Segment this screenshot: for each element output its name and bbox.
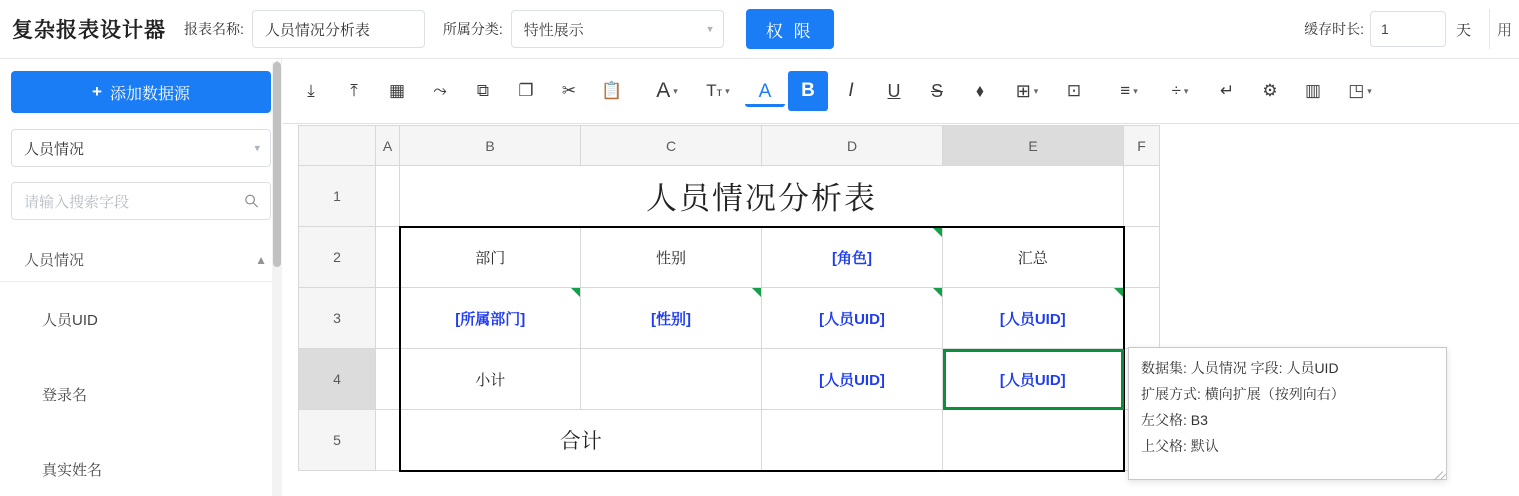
top-bar [0,0,1519,59]
row-header-1[interactable]: 1 [299,166,376,227]
tooltip-line-dataset: 数据集: 人员情况 字段: 人员UID [1141,360,1339,376]
row-header-2[interactable]: 2 [299,227,376,288]
cell-b3[interactable] [400,288,581,349]
line-height-icon[interactable]: ÷ ▾ [1171,81,1189,100]
align-icon[interactable]: ≡ ▾ [1120,81,1138,100]
cell-a2[interactable] [376,227,400,288]
table-row [299,227,1160,288]
cell-text: [所属部门] [455,310,526,328]
cell-text: [人员UID] [819,310,885,328]
resize-handle-icon[interactable] [1434,467,1444,477]
field-group-header[interactable] [0,238,281,282]
column-header-b[interactable]: B [400,126,581,166]
field-group-label: 人员情况 [24,252,85,269]
report-name-label: 报表名称: [184,21,244,37]
column-header-row [299,126,1160,166]
column-header-c[interactable]: C [581,126,762,166]
table-row [299,410,1160,471]
spreadsheet-grid [298,125,1160,472]
copy-format-icon[interactable]: ⧉ [476,81,490,100]
cell-text: 部门 [475,249,506,267]
cell-a4[interactable] [376,349,400,410]
cell-b1-title[interactable]: 人员情况分析表 [400,166,1124,227]
scrollbar-thumb[interactable] [273,62,281,267]
cell-text: 性别 [655,249,686,267]
cell-text: [性别] [651,310,691,328]
category-select-value: 特性展示 [523,21,584,39]
strikethrough-icon[interactable]: S [930,80,943,101]
row-header-5[interactable]: 5 [299,410,376,471]
cell-b5-total[interactable] [400,410,762,471]
sidebar-scrollbar[interactable] [272,62,282,496]
merge-cells-icon[interactable]: ⊡ [1066,81,1082,100]
report-name-input[interactable]: 人员情况分析表 [252,10,425,48]
cell-b4[interactable] [400,349,581,410]
dataset-select-value: 人员情况 [24,140,85,158]
expand-marker-icon [1114,288,1123,297]
import-icon[interactable]: ⤓ [307,81,315,100]
cell-d2[interactable] [762,227,943,288]
cell-e5[interactable] [943,410,1124,471]
expand-marker-icon [752,288,761,297]
category-label: 所属分类: [442,21,503,37]
chevron-up-icon: ▲ [255,252,267,267]
cell-d5[interactable] [762,410,943,471]
grid-layout-icon[interactable]: ▦ [388,81,406,100]
cell-f3[interactable] [1124,288,1160,349]
row-header-4[interactable]: 4 [299,349,376,410]
paste-special-icon[interactable]: ❐ [518,81,534,100]
italic-icon[interactable]: I [848,80,854,101]
cell-e4-selected[interactable] [943,349,1124,410]
datasource-sidebar [0,59,282,496]
wrap-text-icon[interactable]: ↵ [1219,81,1235,100]
permission-button[interactable]: 权 限 [746,9,834,49]
cell-info-tooltip [1128,347,1447,480]
select-all-corner[interactable] [299,126,376,166]
cell-c4[interactable] [581,349,762,410]
table-row [299,166,1160,227]
cell-a5[interactable] [376,410,400,471]
bold-icon[interactable]: B [788,71,828,111]
expand-marker-icon [933,288,942,297]
cell-text: [角色] [832,249,872,267]
cell-b2[interactable] [400,227,581,288]
cell-text: [人员UID] [819,371,885,389]
cell-c3[interactable] [581,288,762,349]
font-color-icon[interactable]: A [745,79,785,107]
font-family-icon[interactable]: A ▾ [656,79,678,102]
category-select[interactable] [511,10,724,48]
cell-text: [人员UID] [999,371,1066,389]
table-row [299,349,1160,410]
list-item[interactable] [0,357,281,432]
settings-gear-icon[interactable]: ⚙ [1262,81,1278,100]
cell-f2[interactable] [1124,227,1160,288]
cache-duration-label: 缓存时长: [1304,21,1364,37]
cell-d4[interactable] [762,349,943,410]
add-datasource-button[interactable] [11,71,271,113]
list-item[interactable] [0,432,281,496]
chevron-down-icon: ▾ [707,23,713,36]
chart-insert-icon[interactable]: ◳ ▾ [1348,81,1372,100]
fill-color-icon[interactable]: ⬧ [976,81,984,100]
cell-text: 小计 [475,371,506,389]
field-label: 登录名 [42,387,88,404]
field-label: 人员UID [42,312,98,329]
column-header-f[interactable]: F [1124,126,1160,166]
export-icon[interactable]: ⤒ [350,81,358,100]
underline-icon[interactable]: U [887,80,901,101]
cache-duration-input[interactable]: 1 [1370,11,1446,47]
topbar-edge-button[interactable]: 用 [1489,9,1519,49]
expand-marker-icon [933,228,942,237]
cut-icon[interactable]: ✂ [561,81,577,100]
borders-icon[interactable]: ⊞ ▾ [1015,80,1039,101]
cell-e3[interactable] [943,288,1124,349]
chevron-down-icon: ▾ [254,142,260,155]
search-icon [244,194,259,209]
expand-marker-icon [571,288,580,297]
tooltip-line-left-parent: 左父格: B3 [1141,412,1208,428]
cell-d3[interactable] [762,288,943,349]
cell-text: 合计 [559,429,602,453]
cell-text: 汇总 [1017,249,1048,267]
row-header-3[interactable]: 3 [299,288,376,349]
cell-e2[interactable] [943,227,1124,288]
share-icon[interactable]: ⤳ [433,81,447,100]
dataset-select[interactable] [11,129,271,167]
cell-a3[interactable] [376,288,400,349]
cell-text: [人员UID] [999,310,1066,328]
tooltip-line-expand: 扩展方式: 横向扩展（按列向右） [1141,386,1345,402]
paste-icon[interactable]: 📋 [601,81,623,100]
table-row [299,288,1160,349]
column-header-e[interactable]: E [943,126,1124,166]
add-datasource-label: 添加数据源 [109,85,190,103]
cell-c2[interactable] [581,227,762,288]
list-item[interactable] [0,282,281,357]
column-header-a[interactable]: A [376,126,400,166]
cell-f1[interactable] [1124,166,1160,227]
app-title: 复杂报表设计器 [12,19,166,42]
plus-icon: + [92,82,102,101]
field-search-input[interactable] [11,182,271,220]
cell-a1[interactable] [376,166,400,227]
tooltip-line-top-parent: 上父格: 默认 [1141,438,1219,454]
field-label: 真实姓名 [42,462,103,479]
font-size-icon[interactable]: Tт ▾ [706,81,730,100]
field-search-placeholder: 请输入搜索字段 [24,193,130,211]
freeze-panes-icon[interactable]: ▥ [1304,81,1322,100]
formatting-toolbar [283,59,1519,124]
column-header-d[interactable]: D [762,126,943,166]
cache-duration-unit: 天 [1455,21,1471,39]
